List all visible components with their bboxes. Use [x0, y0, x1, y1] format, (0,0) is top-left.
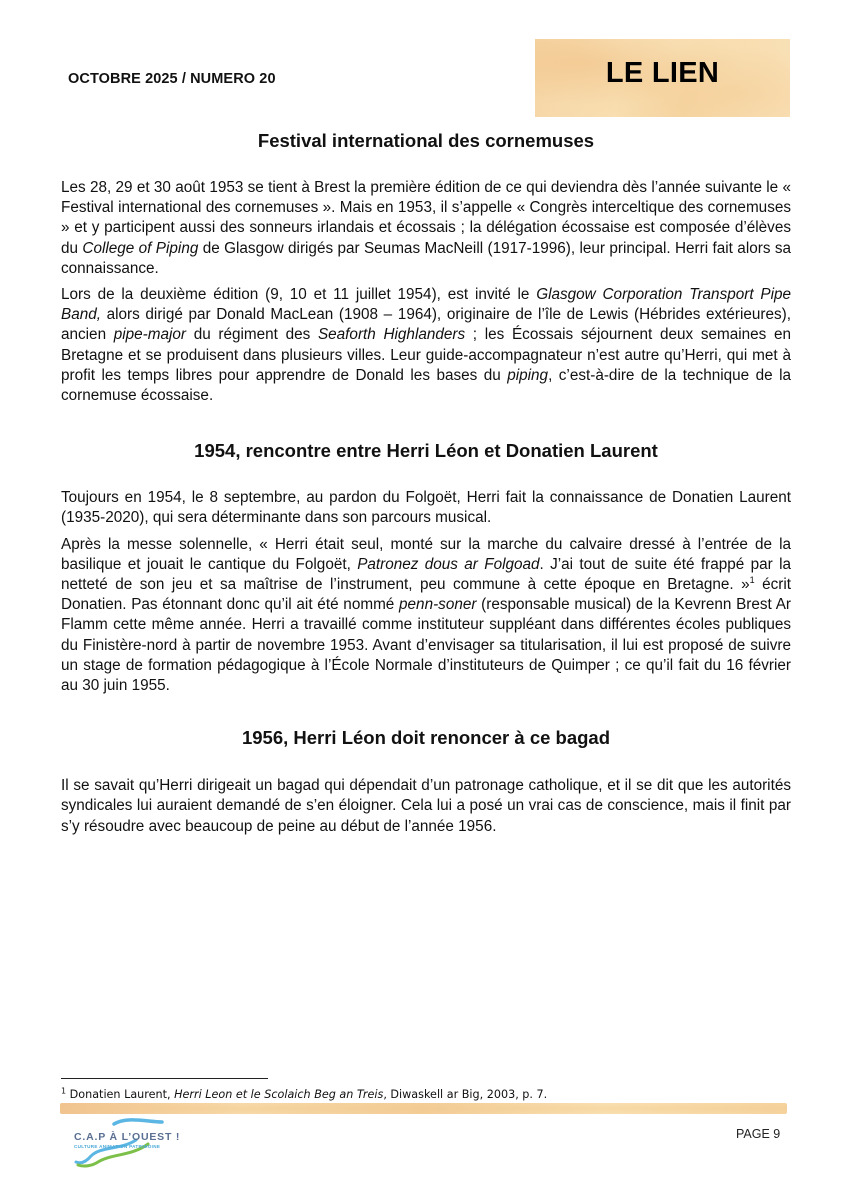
italic-text: penn-soner: [399, 596, 477, 614]
footnote-reference[interactable]: 1: [749, 574, 755, 585]
newsletter-title: LE LIEN: [605, 57, 720, 89]
italic-text: Seaforth Highlanders: [317, 326, 466, 344]
italic-text: Patronez dous ar Folgoad: [357, 555, 540, 573]
italic-text: Herri Leon et le Scolaich Beg an Treis: [174, 1088, 384, 1101]
footnote-text: Donatien Laurent, Herri Leon et le Scolaich Beg an Treis, Diwaskell ar Big, 2003, p. 7.: [66, 1088, 548, 1101]
footnote-separator: [61, 1078, 268, 1079]
paragraph: Les 28, 29 et 30 août 1953 se tient à Brest la première édition de ce qui deviendra dès l’année suivante le « Festival international des cornemuses ». Mais en 1953, il s’appelle « Congrès interceltique des cornemuses » et y participent aussi des sonneurs irlandais et écossais ; la délégation écossaise est composée d’élèves du College of Piping de Glasgow dirigés par Seumas MacNeill (1917-1996), leur principal. Herri fait alors sa connaissance.: [61, 179, 792, 277]
section-title-festival: Festival international des cornemuses: [257, 130, 595, 151]
paragraph: Lors de la deuxième édition (9, 10 et 11 juillet 1954), est invité le Glasgow Corporation Transport Pipe Band, alors dirigé par Donald MacLean (1908 – 1964), originaire de l’île de Lewis (Hébrides extérieures), ancien pipe-major du régiment des Seaforth Highlanders ; les Écossais séjournent deux semaines en Bretagne et se produisent dans plusieurs villes. Leur guide-accompagnateur n’est autre qu’Herri, qui met à profit les temps libres pour apprendre de Donald les bases du piping, c’est-à-dire de la technique de la cornemuse écossaise.: [61, 286, 791, 405]
cap-a-louest-logo: [66, 1116, 181, 1168]
italic-text: pipe-major: [113, 326, 187, 344]
paragraph: Il se savait qu’Herri dirigeait un bagad qui dépendait d’un patronage catholique, et il se dit que les autorités syndicales lui auraient demandé de s’en éloigner. Cela lui a posé un vrai cas de conscience, mais il finit par s’y résoudre avec beaucoup de peine au début de l’année 1956.: [61, 777, 791, 835]
italic-text: piping: [507, 366, 549, 384]
article-body: [61, 125, 791, 837]
footer-decorative-bar: [60, 1103, 787, 1114]
logo-tagline: CULTURE ANIMATION PATRIMOINE: [74, 1144, 161, 1149]
footnote: [61, 1088, 547, 1101]
section-title-bagad: 1956, Herri Léon doit renoncer à ce bagad: [241, 727, 611, 749]
paragraph: Après la messe solennelle, « Herri était seul, monté sur la marche du calvaire dressé à l’entrée de la basilique et jouait le cantique du Folgoët, Patronez dous ar Folgoad. J’ai tout de suite été frappé par la netteté de son jeu et sa maîtrise de l’instrument, peu commune à cette époque en Bretagne. »$^1$ écrit Donatien. Pas étonnant donc qu’il ait été nommé penn-soner (responsable musical) de la Kevrenn Brest Ar Flamm cette même année. Herri a travaillé comme instituteur suppléant dans différentes écoles publiques du Finistère-nord à partir de novembre 1953. Avant d’envisager sa titularisation, il lui est proposé de suivre un stage de formation pédagogique à l’École Normale d’instituteurs de Quimper ; ce qu’il fait du 16 février au 30 juin 1955.: [61, 535, 792, 695]
logo-blue-wave: [114, 1120, 162, 1124]
page-number: PAGE 9: [736, 1127, 781, 1141]
paragraph: Toujours en 1954, le 8 septembre, au pardon du Folgoët, Herri fait la connaissance de Donatien Laurent (1935-2020), qui sera déterminante dans son parcours musical.: [61, 489, 791, 527]
masthead-banner: [535, 39, 790, 117]
footnote-marker: 1: [61, 1086, 67, 1096]
italic-text: College of Piping: [82, 239, 199, 257]
italic-text: Glasgow Corporation Transport Pipe Band,: [61, 286, 791, 324]
issue-date-number: OCTOBRE 2025 / NUMERO 20: [68, 71, 276, 87]
logo-name: C.A.P À L’OUEST !: [74, 1131, 181, 1143]
section-title-rencontre: 1954, rencontre entre Herri Léon et Donatien Laurent: [194, 440, 658, 462]
